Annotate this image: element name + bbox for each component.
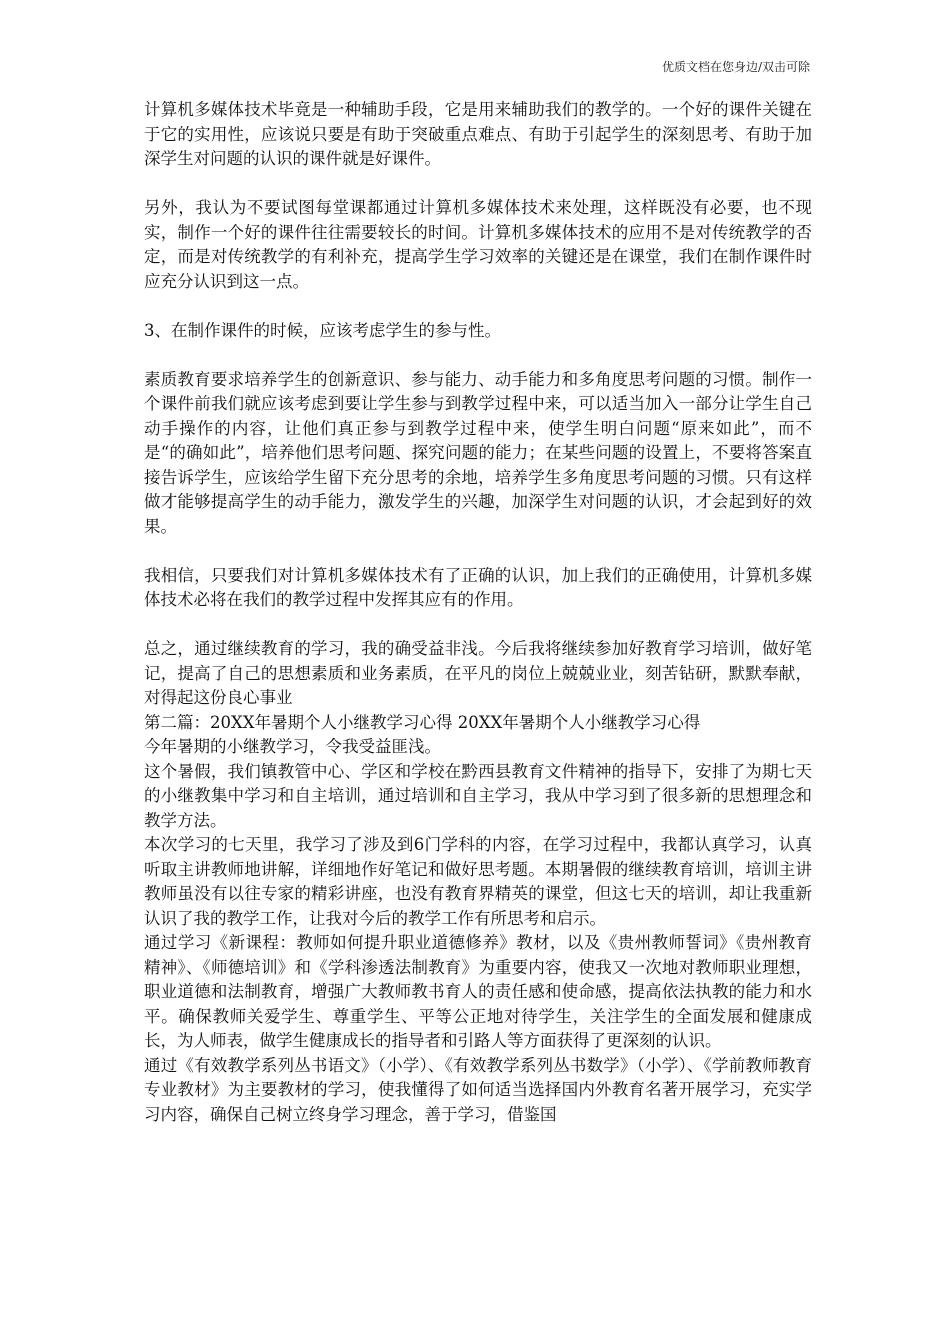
paragraph: 素质教育要求培养学生的创新意识、参与能力、动手能力和多角度思考问题的习惯。制作一个课件前我们就应该考虑到要让学生参与到教学过程中来，可以适当加入一部分让学生自己动手操作的内容，让他们真正参与到教学过程中来，使学生明白问题“原来如此”，而不是“的确如此”，培养他们思考问题、探究问题的能力；在某些问题的设置上，不要将答案直接告诉学生，应该给学生留下充分思考的余地，培养学生多角度思考问题的习惯。只有这样做才能够提高学生的动手能力，激发学生的兴趣，加深学生对问题的认识，才会起到好的效果。: [144, 369, 812, 536]
paragraph: 3、在制作课件的时候，应该考虑学生的参与性。: [144, 320, 501, 340]
paragraph: 另外，我认为不要试图每堂课都通过计算机多媒体技术来处理，这样既没有必要，也不现实，制作一个好的课件往往需要较长的时间。计算机多媒体技术的应用不是对传统教学的否定，而是对传统教学的有利补充，提高学生学习效率的关键还是在课堂，我们在制作课件时应充分认识到这一点。: [144, 198, 812, 291]
paragraph: 通过《有效教学系列丛书语文》（小学）、《有效教学系列丛书数学》（小学）、《学前教师教育专业教材》为主要教材的学习，使我懂得了如何适当选择国内外教育名著开展学习，充实学习内容，确保自己树立终身学习理念，善于学习，借鉴国: [144, 1055, 812, 1124]
document-body: [144, 98, 812, 1127]
header-note: 优质文档在您身边/双击可除: [661, 60, 810, 74]
paragraph: 本次学习的七天里，我学习了涉及到6门学科的内容，在学习过程中，我都认真学习，认真听取主讲教师地讲解，详细地作好笔记和做好思考题。本期暑假的继续教育培训，培训主讲教师虽没有以往专家的精彩讲座，也没有教育界精英的课堂，但这七天的培训，却让我重新认识了我的教学工作，让我对今后的教学工作有所思考和启示。: [144, 835, 812, 928]
paragraph: 我相信，只要我们对计算机多媒体技术有了正确的认识，加上我们的正确使用，计算机多媒体技术必将在我们的教学过程中发挥其应有的作用。: [144, 565, 812, 609]
paragraph: 总之，通过继续教育的学习，我的确受益非浅。今后我将继续参加好教育学习培训，做好笔记，提高了自己的思想素质和业务素质，在平凡的岗位上兢兢业业，刻苦钻研，默默奉献，对得起这份良心事业: [144, 639, 812, 707]
paragraph: 这个暑假，我们镇教管中心、学区和学校在黔西县教育文件精神的指导下，安排了为期七天的小继教集中学习和自主培训，通过培训和自主学习，我从中学习到了很多新的思想理念和教学方法。: [144, 761, 812, 830]
section-heading: 第二篇：20XX年暑期个人小继教学习心得 20XX年暑期个人小继教学习心得: [144, 712, 701, 732]
paragraph: 通过学习《新课程：教师如何提升职业道德修养》教材，以及《贵州教师誓词》《贵州教育精神》、《师德培训》和《学科渗透法制教育》为重要内容，使我又一次地对教师职业理想，职业道德和法制教育，增强广大教师教书育人的责任感和使命感，提高依法执教的能力和水平。确保教师关爱学生、尊重学生、平等公正地对待学生，关注学生的全面发展和健康成长，为人师表，做学生健康成长的指导者和引路人等方面获得了更深刻的认识。: [144, 933, 812, 1050]
paragraph: 今年暑期的小继教学习，令我受益匪浅。: [144, 737, 441, 756]
paragraph: 计算机多媒体技术毕竟是一种辅助手段，它是用来辅助我们的教学的。一个好的课件关键在于它的实用性，应该说只要是有助于突破重点难点、有助于引起学生的深刻思考、有助于加深学生对问题的认识的课件就是好课件。: [144, 100, 812, 168]
